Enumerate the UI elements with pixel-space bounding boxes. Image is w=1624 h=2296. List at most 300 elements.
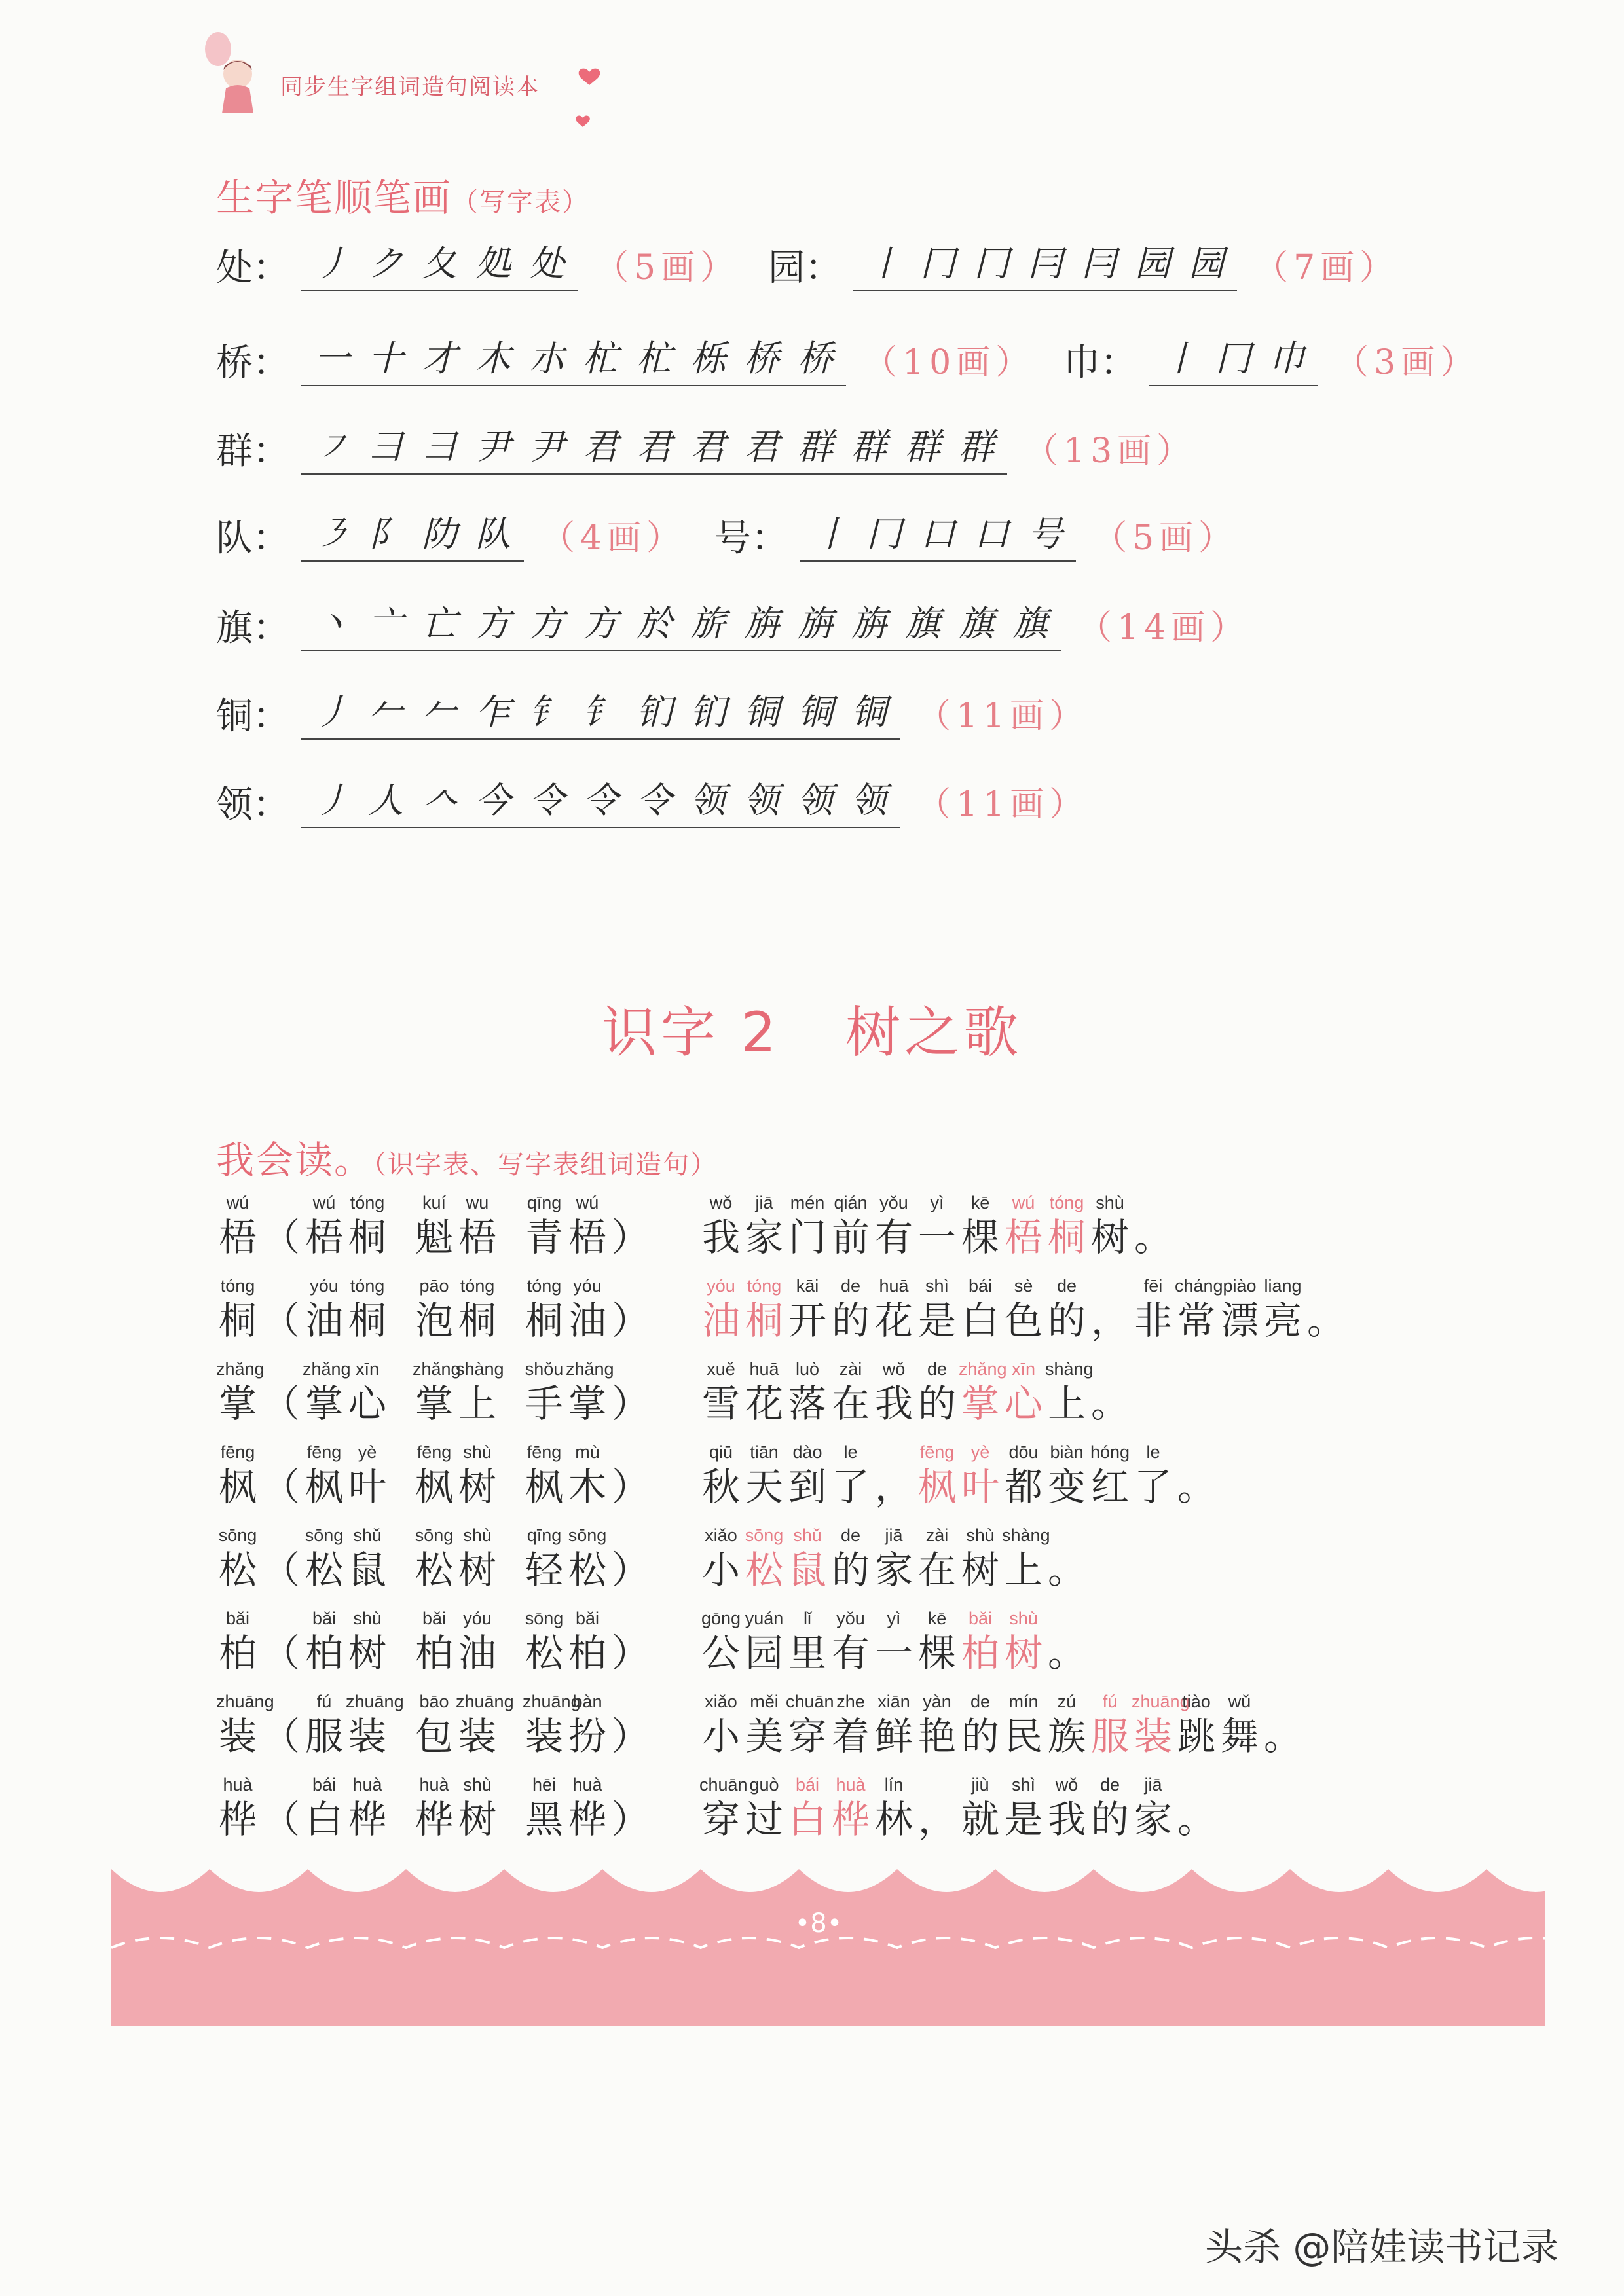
ruby-char [523,1192,566,1261]
ruby-char [1045,1441,1088,1510]
stroke-step: 群 [959,426,994,467]
stroke-sequence [1149,331,1318,386]
stroke-count: （5画） [595,248,740,287]
word [303,1276,389,1344]
pinyin [609,1441,652,1463]
hanzi: 花 [874,1298,913,1343]
hanzi: 树 [458,1548,496,1592]
stroke-row [216,416,1225,475]
ruby-char [566,1524,609,1594]
stroke-step: 今 [475,780,511,821]
hanzi: 树 [961,1548,999,1592]
pinyin: jiù [971,1775,989,1795]
hanzi: 掌 [415,1381,453,1426]
pinyin: sōng [525,1609,564,1628]
example-sentence [699,1690,1304,1760]
ruby-char [743,1358,786,1427]
pinyin: fú [316,1692,332,1711]
stroke-step: 君 [690,426,726,467]
hanzi: 白 [304,1797,343,1842]
pinyin: yǒu [879,1193,908,1212]
stroke-sequence [301,419,1007,475]
hanzi: 是 [917,1298,956,1343]
pinyin: shàng [1002,1525,1050,1545]
stroke-step: 丨 [813,513,849,555]
pinyin: mù [575,1442,600,1462]
pinyin: bái [795,1775,820,1795]
ruby-char [1175,1275,1223,1344]
ruby-char [743,1774,786,1843]
stroke-step: 铜 [851,691,887,733]
ruby-char [786,1607,829,1677]
paren: ） [611,1298,650,1343]
pinyin: tóng [220,1276,255,1296]
pinyin: lín [884,1775,904,1795]
hanzi: 白 [788,1797,826,1842]
example-sentence [699,1441,1218,1510]
reading-row [216,1358,1129,1430]
pinyin [259,1358,303,1380]
ruby-char [786,1358,829,1427]
stroke-row [216,681,1117,740]
pinyin: wu [466,1193,489,1212]
hanzi: 的 [1047,1298,1086,1343]
hanzi: 桦 [218,1797,257,1842]
paren-close [609,1441,652,1510]
hanzi: 青 [525,1215,563,1260]
ruby-char [413,1358,461,1427]
pinyin: fēng [416,1442,452,1462]
pinyin: qiū [709,1442,733,1462]
ruby-char [699,1441,743,1510]
stroke-step: 阝 [368,513,403,555]
reading-row [216,1774,1215,1846]
paren: ） [611,1465,650,1509]
hanzi: 天 [745,1465,783,1509]
example-sentence [699,1358,1132,1427]
stroke-step: 群 [851,426,887,467]
pinyin [259,1524,303,1546]
hanzi: 掌 [218,1381,257,1426]
hanzi: 梧 [218,1215,257,1260]
ruby-char [699,1358,743,1427]
pinyin: wú [1012,1193,1035,1212]
hanzi: 到 [788,1465,826,1509]
hanzi: 。 [1134,1215,1172,1260]
ruby-char [1218,1275,1261,1344]
pinyin: sōng [568,1525,607,1545]
hanzi: 秋 [701,1465,740,1509]
paren: （ [261,1465,300,1509]
pinyin: shù [353,1609,382,1628]
pinyin: fēng [526,1442,562,1462]
ruby-char [566,1358,614,1427]
hanzi: 开 [788,1298,826,1343]
hanzi: 园 [745,1631,783,1675]
ruby-char [413,1275,456,1344]
hanzi: 树 [458,1797,496,1842]
hanzi: 木 [568,1465,606,1509]
stroke-sequence [301,331,846,386]
ruby-char [872,1524,915,1594]
hanzi: 漂 [1220,1298,1259,1343]
hanzi: 的 [831,1548,870,1592]
pinyin: sōng [745,1525,784,1545]
paren: ） [611,1381,650,1426]
ruby-char [872,1690,915,1760]
pinyin: zhǎng [303,1359,351,1379]
ruby-char [699,1275,743,1344]
ruby-char [743,1441,786,1510]
paren: （ [261,1631,300,1675]
hanzi: 枫 [525,1465,563,1509]
pinyin: jiā [885,1525,903,1545]
hanzi: 松 [218,1548,257,1592]
ruby-char [456,1524,499,1594]
hanzi: ， [1090,1298,1129,1343]
hanzi: 我 [1047,1797,1086,1842]
stroke-step: ㇇ [314,426,350,467]
pinyin: tóng [526,1276,562,1296]
stroke-step: ㇋ [314,513,350,555]
stroke-count: （11画） [917,785,1089,824]
word [413,1775,499,1843]
paren: （ [261,1797,300,1842]
hanzi: 民 [1004,1714,1043,1758]
stroke-step: 亠 [368,603,403,644]
hanzi: 心 [1004,1381,1043,1426]
stroke-step: 彐 [422,426,457,467]
pinyin: hóng [1090,1442,1130,1462]
hanzi: 林 [874,1797,913,1842]
hanzi: 棵 [961,1215,999,1260]
hanzi: 小 [701,1548,740,1592]
ruby-char [523,1607,566,1677]
pinyin: luò [795,1359,820,1379]
word [523,1193,609,1261]
stroke-step: 栎 [690,338,726,379]
ruby-char [829,1690,872,1760]
hanzi: 装 [458,1714,496,1758]
stroke-step: 令 [583,780,618,821]
pinyin: tiān [750,1442,779,1462]
pinyin: xīn [1011,1359,1036,1379]
ruby-char [1261,1690,1304,1760]
ruby-char [915,1690,959,1760]
ruby-char [523,1358,566,1427]
ruby-char [786,1690,834,1760]
hanzi: 前 [831,1215,870,1260]
pinyin [259,1275,303,1297]
paren: （ [261,1381,300,1426]
stroke-step: 旃 [744,603,779,644]
pinyin: wú [576,1193,599,1212]
word [303,1193,389,1261]
paren: ） [611,1215,650,1260]
hanzi: 族 [1047,1714,1086,1758]
stroke-step: 丶 [314,603,350,644]
hanzi: 叶 [961,1465,999,1509]
pinyin: kuí [422,1193,447,1212]
ruby-char [829,1441,872,1510]
hanzi: 松 [525,1631,563,1675]
hanzi: 有 [874,1215,913,1260]
hanzi: 心 [348,1381,386,1426]
pinyin: bāo [419,1692,449,1711]
hanzi: 门 [788,1215,826,1260]
hanzi: 着 [831,1714,870,1758]
paren-close [609,1690,652,1760]
stroke-row [216,327,1508,386]
stroke-step: 钔 [690,691,726,733]
reading-section-title [216,1129,718,1184]
ruby-char [566,1690,609,1760]
reading-row [216,1192,1172,1264]
pinyin: wǒ [709,1193,733,1212]
ruby-char [959,1774,1002,1843]
hanzi: 松 [745,1548,783,1592]
pinyin: zhe [836,1692,865,1711]
hanzi: 油 [304,1298,343,1343]
pinyin: mén [790,1193,825,1212]
ruby-char [915,1774,959,1843]
ruby-char [1175,1774,1218,1843]
ruby-char [216,1690,274,1760]
ruby-char [959,1690,1002,1760]
ruby-char [743,1690,786,1760]
hanzi: 服 [1090,1714,1129,1758]
paren-close [609,1774,652,1843]
hanzi: 树 [1090,1215,1129,1260]
ruby-char [216,1524,259,1594]
stroke-step: 丨 [866,243,902,284]
ruby-char [1132,1441,1175,1510]
ruby-char [872,1774,915,1843]
ruby-char [303,1774,346,1843]
ruby-char [216,1607,259,1677]
pinyin: tóng [460,1276,495,1296]
pinyin: piào [1223,1276,1257,1296]
hanzi: 。 [1306,1298,1345,1343]
ruby-char [1088,1690,1132,1760]
hanzi: 亮 [1263,1298,1302,1343]
pinyin: fú [1102,1692,1118,1711]
hanzi: 松 [568,1548,606,1592]
word [303,1442,389,1510]
stroke-step: 木 [475,338,511,379]
ruby-char [456,1192,499,1261]
pinyin: měi [750,1692,779,1711]
ruby-char [303,1358,351,1427]
hanzi: 上 [458,1381,496,1426]
pinyin: shǒu [525,1359,564,1379]
hanzi: 包 [415,1714,453,1758]
pinyin [1088,1275,1132,1297]
stroke-step: 领 [690,780,726,821]
stroke-step: 旃 [798,603,833,644]
hanzi: 过 [745,1797,783,1842]
hanzi: 装 [348,1714,386,1758]
hanzi: 梧 [1004,1215,1043,1260]
stroke-sequence [800,506,1076,562]
pinyin: fēi [1143,1276,1163,1296]
hanzi: ， [917,1797,956,1842]
hanzi: 装 [218,1714,257,1758]
hanzi: 桦 [831,1797,870,1842]
pinyin: xiǎo [705,1525,737,1545]
stroke-step: 桥 [744,338,779,379]
pinyin: kē [927,1609,947,1628]
ruby-char [456,1441,499,1510]
pinyin: tiào [1182,1692,1211,1711]
stroke-step: 方 [583,603,618,644]
hanzi: 非 [1134,1298,1172,1343]
hanzi: 黑 [525,1797,563,1842]
reading-row [216,1441,1215,1513]
hanzi: 的 [917,1381,956,1426]
pinyin: de [1099,1775,1120,1795]
pinyin: qián [834,1193,868,1212]
pinyin: huà [572,1775,602,1795]
stroke-step: 方 [529,603,564,644]
pinyin: shù [463,1775,492,1795]
hanzi: 桐 [525,1298,563,1343]
pinyin: shǔ [793,1525,822,1545]
pinyin: mín [1008,1692,1039,1711]
paren-open [259,1441,303,1510]
pinyin: chuān [786,1692,834,1711]
hanzi: 花 [745,1381,783,1426]
paren: ） [611,1714,650,1758]
ruby-char [699,1192,743,1261]
stroke-step: 君 [637,426,672,467]
example-sentence [699,1607,1088,1677]
stroke-step: 群 [905,426,940,467]
stroke-count: （4画） [541,519,686,558]
ruby-char [1045,1358,1094,1427]
stroke-step: 队 [475,513,511,555]
stroke-step: 令 [637,780,672,821]
stroke-count: （7画） [1254,248,1399,287]
ruby-char [829,1524,872,1594]
ruby-char [872,1358,915,1427]
hanzi: 。 [1090,1381,1129,1426]
ruby-char [959,1358,1007,1427]
paren-close [609,1607,652,1677]
pinyin: zài [839,1359,862,1379]
reading-row [216,1275,1345,1347]
ruby-char [1002,1524,1050,1594]
pinyin: qīng [526,1525,562,1545]
pinyin: shàng [456,1359,504,1379]
lesson-title [0,989,1624,1068]
hanzi: 公 [701,1631,740,1675]
pinyin: bǎi [968,1609,993,1628]
pinyin: huā [749,1359,779,1379]
paren: ） [611,1797,650,1842]
ruby-char [743,1524,786,1594]
pinyin: wǒ [1055,1775,1079,1795]
word [413,1276,499,1344]
hanzi: 红 [1090,1465,1129,1509]
pinyin: hēi [532,1775,557,1795]
hanzi: 有 [831,1631,870,1675]
hanzi: ， [874,1465,913,1509]
ruby-char [1088,1441,1132,1510]
hanzi: 桦 [568,1797,606,1842]
ruby-char [456,1607,499,1677]
ruby-char [523,1690,581,1760]
lesson-title-text: 树之歌 [845,1000,1023,1065]
example-sentence [699,1275,1348,1344]
ruby-char [456,1275,499,1344]
pinyin: shǔ [353,1525,382,1545]
hanzi: 一 [917,1215,956,1260]
word [413,1525,499,1594]
pinyin [1261,1690,1304,1713]
example-sentence [699,1524,1088,1594]
hanzi: 枫 [415,1465,453,1509]
ruby-char [346,1358,389,1427]
stroke-step: 旗 [959,603,994,644]
stroke-row [216,769,1117,828]
word [413,1692,514,1760]
stroke-step: 旗 [905,603,940,644]
ruby-char [523,1774,566,1843]
paren-open [259,1774,303,1843]
ruby-char [566,1441,609,1510]
reading-row [216,1690,1302,1762]
paren-open [259,1192,303,1261]
pinyin: fēng [306,1442,342,1462]
ruby-char [1002,1690,1045,1760]
hanzi: 了 [1134,1465,1172,1509]
word [413,1442,499,1510]
ruby-char [915,1192,959,1261]
ruby-char [959,1192,1002,1261]
hanzi: 变 [1047,1465,1086,1509]
ruby-char [1218,1690,1261,1760]
ruby-char [216,1358,265,1427]
strokes-section-title [216,167,589,222]
hanzi: 色 [1004,1298,1043,1343]
ruby-char [303,1690,346,1760]
ruby-char [1132,1690,1190,1760]
ruby-char [346,1275,389,1344]
ruby-char [915,1441,959,1510]
ruby-char [915,1358,959,1427]
ruby-char [216,1275,259,1344]
hanzi: 桐 [1047,1215,1086,1260]
stroke-step: 铜 [744,691,779,733]
stroke-step: 旗 [1012,603,1048,644]
ruby-char [1002,1358,1045,1427]
ruby-char [699,1607,743,1677]
ruby-char [959,1524,1002,1594]
hanzi: 桐 [348,1215,386,1260]
paren-close [609,1192,652,1261]
page-number: •8• [794,1908,843,1939]
pinyin [609,1524,652,1546]
pinyin: yóu [707,1276,735,1296]
pinyin: yàn [923,1692,951,1711]
stroke-step: 十 [368,338,403,379]
word [303,1609,389,1677]
ruby-char [413,1607,456,1677]
ruby-char [829,1192,872,1261]
pinyin: guò [749,1775,779,1795]
pinyin: tóng [747,1276,782,1296]
